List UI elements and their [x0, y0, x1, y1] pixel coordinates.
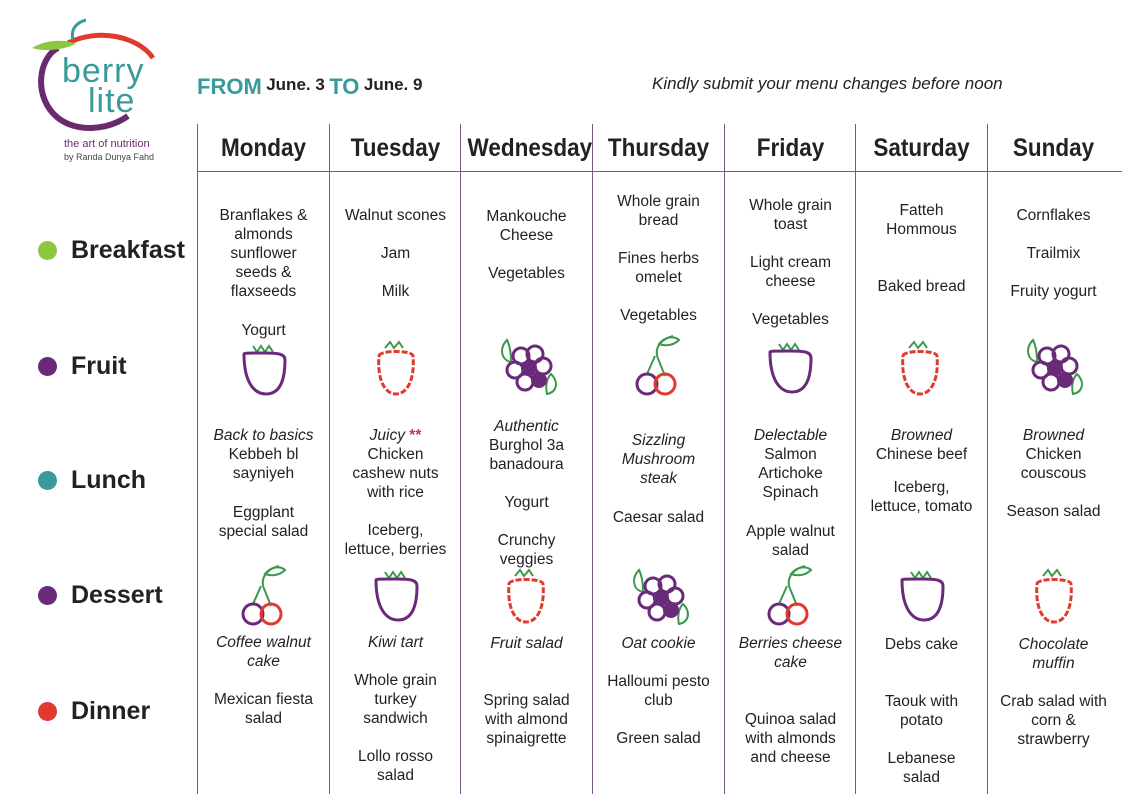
from-date: June. 3 — [266, 75, 325, 94]
grapes-icon — [1023, 334, 1087, 400]
plum-icon — [239, 342, 289, 398]
monday-dessert: Coffee walnut cake — [216, 634, 311, 670]
submission-note: Kindly submit your menu changes before noon — [652, 74, 1003, 93]
day-thursday: Thursday — [607, 134, 710, 162]
sunday-dessert: Chocolate muffin — [1018, 636, 1089, 672]
meal-label-dinner: Dinner — [38, 697, 150, 726]
dessert-dot — [38, 586, 57, 605]
tuesday-lunch: Juicy ** Chicken cashew nuts with rice Iceberg, lettuce, berries — [344, 427, 447, 558]
saturday-dessert: Debs cake — [884, 636, 959, 653]
logo-brand: berry lite — [62, 52, 145, 120]
meal-label-breakfast: Breakfast — [38, 236, 185, 265]
day-tuesday: Tuesday — [350, 134, 441, 162]
meal-label-lunch: Lunch — [38, 466, 146, 495]
friday-breakfast: Whole grain toast Light cream cheese Vegetables — [749, 197, 832, 328]
grapes-icon — [629, 564, 693, 630]
raspberry-icon — [373, 340, 419, 398]
grapes-icon — [497, 334, 561, 400]
wednesday-dessert: Fruit salad — [490, 635, 563, 652]
sunday-dinner: Crab salad with corn & strawberry — [1000, 693, 1107, 748]
day-friday: Friday — [756, 134, 825, 162]
plum-icon — [897, 568, 947, 624]
thursday-lunch: Sizzling Mushroom steak Caesar salad — [612, 432, 705, 526]
raspberry-icon — [503, 568, 549, 626]
day-wednesday: Wednesday — [467, 134, 593, 162]
tuesday-dinner: Whole grain turkey sandwich Lollo rosso salad — [354, 672, 437, 784]
wednesday-dinner: Spring salad with almond spinaigrette — [483, 692, 570, 747]
menu-grid — [197, 124, 1122, 794]
wednesday-breakfast: Mankouche Cheese Vegetables — [486, 208, 567, 282]
cherry-icon — [635, 334, 681, 396]
from-label: FROM — [197, 74, 262, 99]
plum-icon — [371, 568, 421, 624]
cherry-icon — [767, 564, 813, 626]
cherry-icon — [241, 564, 287, 626]
raspberry-icon — [1031, 568, 1077, 626]
date-range — [197, 74, 422, 100]
saturday-breakfast: Fatteh Hommous Baked bread — [877, 202, 966, 295]
day-saturday: Saturday — [873, 134, 970, 162]
sunday-breakfast: Cornflakes Trailmix Fruity yogurt — [1010, 207, 1097, 300]
tuesday-breakfast: Walnut scones Jam Milk — [344, 207, 447, 300]
tuesday-dessert: Kiwi tart — [367, 634, 424, 651]
day-monday: Monday — [220, 134, 306, 162]
thursday-dinner: Halloumi pesto club Green salad — [607, 673, 710, 747]
fruit-dot — [38, 357, 57, 376]
meal-label-dessert: Dessert — [38, 581, 163, 610]
monday-lunch: Back to basics Kebbeh bl sayniyeh Eggplant special salad — [213, 427, 314, 540]
dinner-dot — [38, 702, 57, 721]
lunch-dot — [38, 471, 57, 490]
saturday-dinner: Taouk with potato Lebanese salad — [884, 693, 959, 786]
monday-dinner: Mexican fiesta salad — [213, 691, 314, 727]
logo-tagline: the art of nutrition — [64, 138, 150, 150]
berrylite-logo — [28, 18, 178, 168]
breakfast-dot — [38, 241, 57, 260]
sunday-lunch: Browned Chicken couscous Season salad — [1006, 427, 1101, 520]
friday-dinner: Quinoa salad with almonds and cheese — [744, 711, 837, 766]
saturday-lunch: Browned Chinese beef Iceberg, lettuce, tomato — [870, 427, 973, 515]
to-label: TO — [329, 74, 360, 99]
plum-icon — [765, 340, 815, 396]
thursday-breakfast: Whole grain bread Fines herbs omelet Vegetables — [617, 193, 700, 324]
friday-lunch: Delectable Salmon Artichoke Spinach Apple walnut salad — [746, 427, 835, 559]
thursday-dessert: Oat cookie — [621, 635, 696, 652]
monday-breakfast: Branflakes & almonds sunflower seeds & flaxseeds Yogurt — [219, 207, 308, 339]
day-sunday: Sunday — [1012, 134, 1095, 162]
logo-author: by Randa Dunya Fahd — [64, 152, 155, 162]
raspberry-icon — [897, 340, 943, 398]
friday-dessert: Berries cheese cake — [738, 635, 843, 671]
meal-label-fruit: Fruit — [38, 352, 127, 381]
to-date: June. 9 — [363, 75, 423, 94]
wednesday-lunch: Authentic Burghol 3a banadoura Yogurt Crunchy veggies — [489, 418, 564, 568]
